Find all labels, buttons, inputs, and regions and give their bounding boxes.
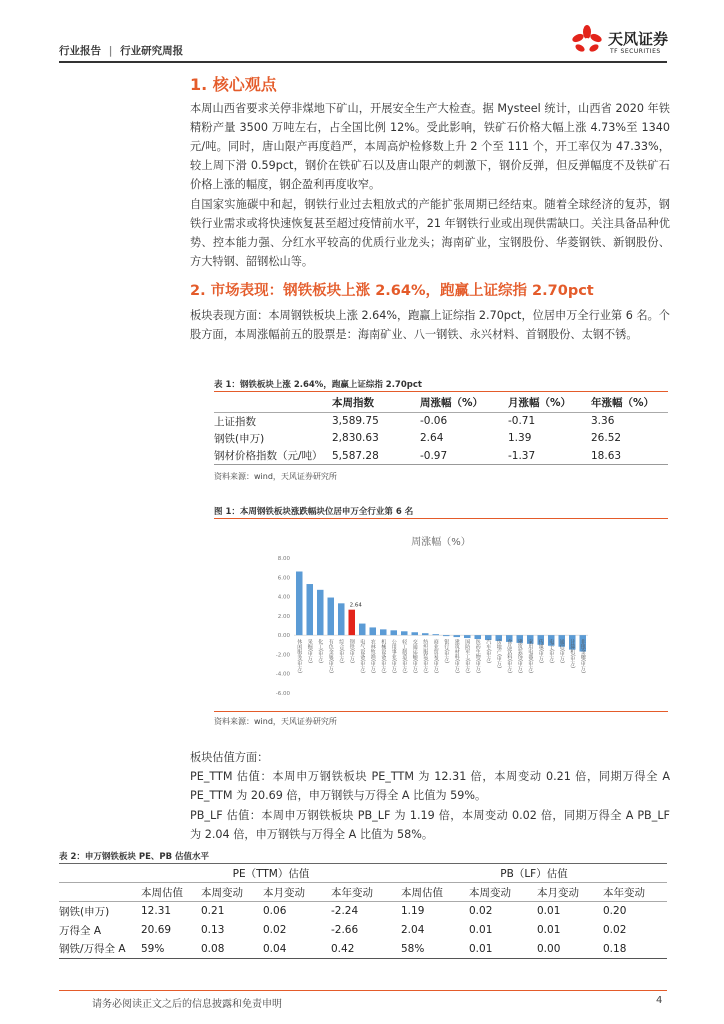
table-cell: 0.04: [263, 940, 331, 959]
y-tick-label: -6.00: [275, 691, 290, 697]
x-tick-label: 综合(申万): [338, 639, 345, 664]
logo-name-en: TF SECURITIES: [610, 48, 661, 55]
table-cell: 0.01: [537, 924, 561, 936]
bar: [369, 627, 376, 635]
subtitle-label: 行业研究周报: [120, 45, 184, 57]
chart-title: 周涨幅（%）: [411, 537, 471, 548]
x-tick-label: 汽车(申万): [485, 639, 492, 664]
x-tick-label: 非银金融(申万): [579, 639, 586, 674]
pe-group-header: PE（TTM）估值: [141, 864, 401, 883]
table-header-cell: 本月变动: [263, 883, 331, 902]
highlight-data-label: 2.64: [349, 602, 362, 609]
x-tick-label: 农林牧渔(申万): [369, 639, 376, 674]
bar: [401, 631, 408, 635]
table-cell: 0.00: [537, 940, 603, 959]
x-tick-label: 医药生物(申万): [474, 639, 481, 674]
table-header-cell: 本年变动: [331, 883, 401, 902]
table-header-cell: 月涨幅（%）: [508, 393, 591, 412]
table-header-cell: 本年变动: [603, 883, 667, 902]
x-tick-label: 传媒(申万): [537, 639, 544, 664]
table1-source: 资料来源：wind，天风证券研究所: [214, 472, 337, 481]
table-cell: 2,830.63: [332, 432, 379, 445]
table-cell: 2.04: [401, 924, 425, 936]
table-cell: 18.63: [591, 447, 668, 465]
table-row: [214, 412, 668, 430]
table-cell: 0.02: [263, 924, 287, 936]
table-cell: 5,587.28: [332, 447, 420, 465]
table-cell: 上证指数: [214, 415, 256, 428]
table-header-cell: 本月变动: [537, 883, 603, 902]
bar: [348, 610, 355, 635]
header-separator: |: [108, 45, 113, 57]
bar: [390, 630, 397, 635]
tf-securities-logo: [570, 22, 700, 62]
table-cell: 58%: [401, 940, 469, 959]
section-heading-core-view: 1. 核心观点: [190, 75, 277, 94]
table-header-cell: 本周变动: [469, 883, 537, 902]
bar: [380, 629, 387, 635]
table-cell: 0.18: [603, 940, 667, 959]
x-tick-label: 食品饮料(申万): [506, 639, 513, 674]
y-tick-label: 6.00: [277, 575, 290, 582]
table-row: [59, 921, 667, 940]
table-cell: 0.13: [201, 924, 225, 936]
table-cell: 0.01: [537, 905, 561, 918]
table-cell: 钢铁(申万): [59, 905, 110, 918]
x-tick-label: 通信(申万): [558, 639, 565, 664]
footer-rule: [59, 990, 667, 991]
table-cell: 0.01: [469, 924, 493, 936]
valuation-table: [59, 863, 667, 959]
table-row: [214, 430, 668, 448]
figure1-caption-rule: [214, 518, 668, 519]
bar: [422, 633, 429, 635]
valuation-heading: 板块估值方面：: [190, 751, 269, 764]
x-tick-label: 轻工制造(申万): [401, 639, 408, 674]
table-header-cell: [59, 883, 141, 902]
x-tick-label: 机械设备(申万): [380, 639, 387, 674]
table-cell: 59%: [141, 940, 201, 959]
category-label: 行业报告: [59, 45, 101, 57]
table-cell: 1.19: [401, 905, 425, 918]
x-tick-label: 休闲服务(申万): [296, 639, 303, 674]
table-cell: 20.69: [141, 924, 172, 936]
x-tick-label: 银行(申万): [443, 639, 450, 664]
table-cell: 26.52: [591, 432, 622, 445]
x-tick-label: 采掘(申万): [306, 639, 313, 664]
table-cell: -0.97: [420, 447, 508, 465]
x-tick-label: 家用电器(申万): [527, 639, 534, 674]
table-cell: 0.21: [201, 905, 225, 918]
table-cell: 2.64: [420, 432, 444, 445]
figure1-source: 资料来源：wind，天风证券研究所: [214, 717, 337, 726]
table-cell: 钢材价格指数（元/吨）: [214, 447, 332, 465]
core-view-paragraph-1: 本周山西省要求关停非煤地下矿山，开展安全生产大检查。据 Mysteel 统计，山西省 2020 年铁精粉产量 3500 万吨左右，占全国比例 12%。受此影响，铁矿石价格大幅上涨 4.73%至 1340 元/吨。同时，唐山限产再度趋严，本周高炉检修数上升 2 个至 111 个，开工率仅为 47.33%，较上周下滑 0.59pct，钢价在铁矿石以及唐山限产的刺激下，钢价反弹，但反弹幅度不及铁矿石价格上涨的幅度，钢企盈利再度收窄。: [190, 102, 670, 191]
table-header-cell: 本周指数: [332, 393, 420, 412]
table1-caption-rule: [214, 391, 668, 392]
table-cell: 0.06: [263, 905, 287, 918]
bar: [443, 635, 450, 636]
x-tick-label: 化工(申万): [317, 639, 324, 664]
table-group-header-row: [59, 864, 667, 883]
core-view-paragraph-2: 自国家实施碳中和起，钢铁行业过去粗放式的产能扩张周期已经结束。随着全球经济的复苏，钢铁行业需求或将快速恢复甚至超过疫情前水平，21 年钢铁行业或出现供需缺口。关注具备品种优势、控本能力强、分红水平较高的优质行业龙头；海南矿业，宝钢股份、华菱钢铁、新钢股份、方大特钢、韶钢松山等。: [190, 198, 670, 268]
table-cell: 钢铁(申万): [214, 432, 265, 445]
page-number: 4: [656, 995, 663, 1006]
table-header-cell: 本周估值: [401, 883, 469, 902]
x-tick-label: 纺织服装(申万): [422, 639, 429, 674]
table-cell: -2.24: [331, 905, 359, 918]
table-header-cell: 本周变动: [201, 883, 263, 902]
bar: [317, 590, 324, 635]
table-header-cell: 年涨幅（%）: [591, 393, 668, 412]
table-cell: 0.02: [603, 924, 627, 936]
table-subheader-row: [59, 883, 667, 902]
market-paragraph: 板块表现方面：本周钢铁板块上涨 2.64%，跑赢上证综指 2.70pct，位居申万全行业第 6 名。个股方面，本周涨幅前五的股票是：海南矿业、八一钢铁、永兴材料、首钢股份、太钢不锈。: [190, 309, 670, 341]
bar: [411, 632, 418, 635]
section-heading-market: 2. 市场表现：钢铁板块上涨 2.64%，跑赢上证综指 2.70pct: [190, 283, 594, 299]
table-row: [59, 902, 667, 921]
x-tick-label: 计算机(申万): [569, 639, 576, 669]
figure1-bottom-rule: [214, 711, 668, 712]
valuation-pe-paragraph: PE_TTM 估值：本周申万钢铁板块 PE_TTM 为 12.31 倍，本周变动 0.21 倍，同期万得全 A PE_TTM 为 20.69 倍，申万钢铁与万得全 A 比值为 59%。: [190, 770, 670, 802]
table-row: [59, 940, 667, 959]
table-cell: 0.01: [469, 940, 537, 959]
y-tick-label: 2.00: [277, 613, 290, 620]
table-cell: 万得全 A: [59, 924, 102, 937]
table-cell: 3.36: [591, 415, 615, 427]
x-tick-label: 电气设备(申万): [359, 639, 366, 674]
bar: [359, 624, 366, 636]
bar: [338, 603, 345, 635]
x-tick-label: 房地产(申万): [495, 639, 502, 669]
table-header-cell: 周涨幅（%）: [420, 393, 508, 412]
weekly-change-bar-chart: [214, 527, 668, 709]
index-performance-table: [214, 393, 668, 465]
x-tick-label: 国防军工(申万): [464, 639, 471, 674]
bar: [306, 584, 313, 635]
table-header-cell: [59, 864, 141, 883]
bar: [432, 634, 439, 635]
table-cell: 3,589.75: [332, 415, 379, 427]
report-category: [59, 43, 183, 58]
flower-logo-icon: [570, 24, 604, 60]
bar: [453, 635, 460, 637]
table-cell: 钢铁/万得全 A: [59, 940, 141, 959]
x-tick-label: 有色金属(申万): [327, 639, 334, 674]
table-cell: 0.02: [469, 905, 493, 918]
table1-caption: 表 1：钢铁板块上涨 2.64%，跑赢上证综指 2.70pct: [214, 380, 422, 390]
table-cell: -1.37: [508, 447, 591, 465]
x-tick-label: 钢铁(申万): [348, 639, 355, 664]
x-tick-label: 建筑装饰(申万): [516, 639, 523, 674]
bar: [464, 635, 471, 638]
y-tick-label: -4.00: [275, 671, 290, 678]
y-tick-label: 0.00: [277, 633, 290, 640]
bar: [327, 598, 334, 636]
table-header-cell: [214, 393, 332, 412]
table2-caption: 表 2：申万钢铁板块 PE、PB 估值水平: [59, 852, 210, 862]
y-tick-label: 8.00: [277, 556, 290, 562]
y-tick-label: 4.00: [277, 594, 290, 601]
table-cell: -0.06: [420, 415, 448, 427]
x-tick-label: 建筑材料(申万): [453, 639, 460, 674]
footer-disclaimer: 请务必阅读正文之后的信息披露和免责申明: [92, 999, 282, 1010]
x-tick-label: 交通运输(申万): [411, 639, 418, 674]
table-cell: 1.39: [508, 432, 532, 445]
x-tick-label: 公用事业(申万): [390, 639, 397, 674]
table-cell: 0.42: [331, 940, 401, 959]
table-cell: 0.08: [201, 940, 263, 959]
table-header-row: [214, 393, 668, 412]
figure1-caption: 图 1：本周钢铁板块涨跌幅块位居申万全行业第 6 名: [214, 507, 414, 517]
valuation-pb-paragraph: PB_LF 估值：本周申万钢铁板块 PB_LF 为 1.19 倍，本周变动 0.02 倍，同期万得全 A PB_LF 为 2.04 倍，申万钢铁与万得全 A 比值为 58%。: [190, 809, 670, 841]
table-cell: 12.31: [141, 905, 172, 918]
table-cell: 0.20: [603, 905, 627, 918]
y-tick-label: -2.00: [275, 652, 290, 659]
table-cell: -0.71: [508, 415, 536, 427]
table-header-cell: 本周估值: [141, 883, 201, 902]
x-tick-label: 商业贸易(申万): [432, 639, 439, 674]
table-cell: -2.66: [331, 924, 359, 936]
pb-group-header: PB（LF）估值: [401, 864, 667, 883]
bar: [296, 572, 303, 636]
logo-name-cn: 天风证券: [608, 30, 669, 48]
table-row: [214, 447, 668, 465]
x-tick-label: 电子(申万): [548, 639, 555, 664]
